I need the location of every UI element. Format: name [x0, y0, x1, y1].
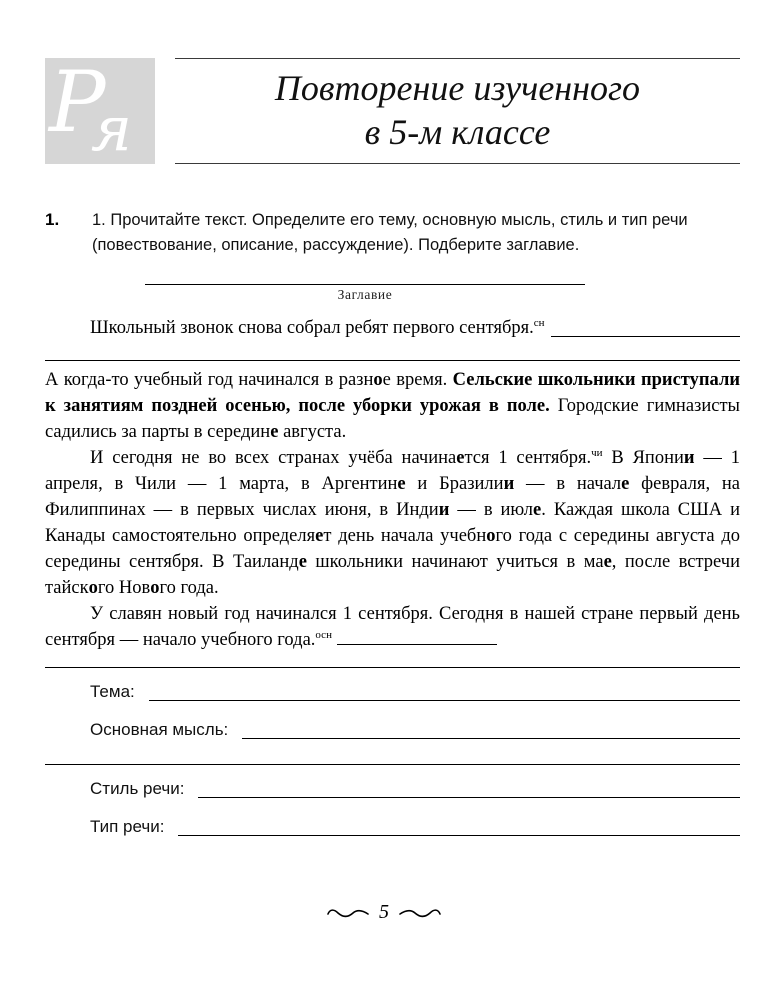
logo-letter-r: Р — [49, 58, 106, 151]
osnovnaya-mysl-answer-line[interactable] — [242, 715, 740, 739]
footer-swash-right-icon — [398, 907, 442, 919]
exercise-instruction: 1. Прочитайте текст. Определите его тему, основную мысль, стиль и тип речи (повествование, описание, рассуждение). Подберите заглавие. — [92, 211, 688, 254]
subject-logo — [45, 58, 155, 164]
caption-block — [145, 272, 585, 303]
field-tema — [45, 677, 740, 706]
exercise-number: 1. — [45, 210, 60, 229]
paragraph-3 — [45, 601, 740, 653]
tema-answer-line[interactable] — [149, 677, 740, 701]
paragraph-1: А когда-то учебный год начинался в разное время. Сельские школьники приступали к занятиям поздней осенью, после уборки урожая в поле. Городские гимназисты садились за парты в середине августа. — [45, 369, 741, 442]
tip-rechi-answer-line[interactable] — [178, 812, 740, 836]
page-footer — [0, 901, 768, 924]
exercise-head — [45, 208, 740, 258]
answer-fields — [45, 677, 740, 841]
title-block — [175, 58, 740, 164]
page-header — [45, 58, 740, 164]
field-label-tip-rechi: Тип речи: — [90, 816, 165, 836]
field-label-stil-rechi: Стиль речи: — [90, 778, 185, 798]
field-stil-rechi — [45, 774, 740, 803]
opening-sentence-row — [45, 315, 740, 341]
field-osnovnaya-mysl — [45, 715, 740, 744]
stil-rechi-answer-line[interactable] — [198, 774, 740, 798]
page-number: 5 — [379, 901, 389, 923]
exercise-1 — [45, 208, 740, 841]
field-label-tema: Тема: — [90, 681, 135, 701]
answer-line[interactable] — [337, 628, 497, 645]
page-title — [275, 67, 640, 155]
answer-line-full[interactable] — [45, 744, 740, 765]
answer-line-full[interactable] — [45, 653, 740, 668]
opening-sentence: Школьный звонок снова собрал ребят первого сентября.$^{сн}$ — [90, 316, 545, 338]
paragraph-2: И сегодня не во всех странах учёба начинается 1 сентября.$^{чи}$ В Японии — 1 апреля, в Чили — 1 марта, в Аргентине и Бразилии — в начале февраля, на Филиппинах — в первых числах июня, в Индии — в июле. Каждая школа США и Канады самостоятельно определяет день начала учебного года с середины августа до середины сентября. В Таиланде школьники начинают учиться в мае, после встречи тайского Нового года. — [45, 446, 740, 598]
field-tip-rechi — [45, 812, 740, 841]
caption-label: Заглавие — [337, 286, 393, 302]
answer-line-full[interactable] — [45, 341, 740, 361]
answer-line[interactable] — [551, 315, 740, 337]
footer-swash-left-icon — [326, 907, 370, 919]
page-title-line1: Повторение изученного — [274, 68, 641, 109]
page-title-line2: в 5-м классе — [364, 112, 551, 152]
title-answer-line[interactable] — [145, 272, 585, 285]
logo-letter-ya: я — [91, 92, 133, 164]
paragraph-3-text: У славян новый год начинался 1 сентября. Сегодня в нашей стране первый день сентября — начало учебного года.$^{осн}$ — [45, 603, 740, 650]
field-label-osnovnaya-mysl: Основная мысль: — [90, 719, 229, 739]
